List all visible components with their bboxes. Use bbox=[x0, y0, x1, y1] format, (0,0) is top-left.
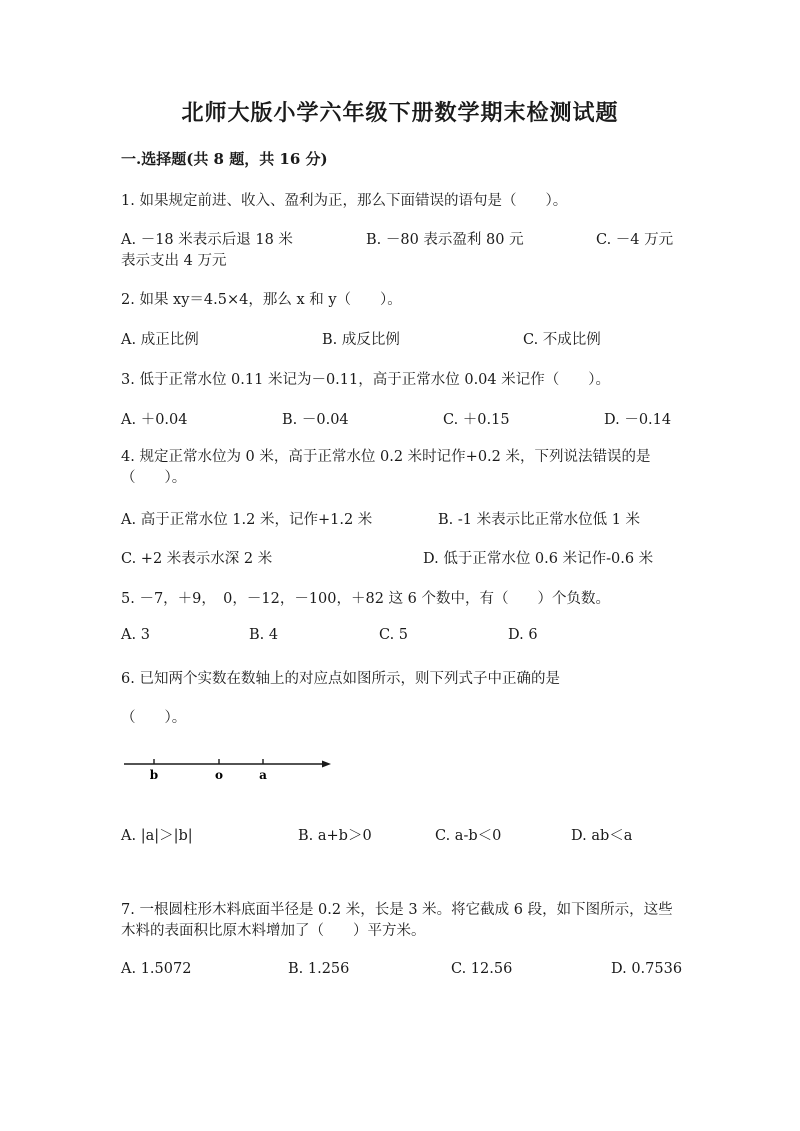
question-4-option-b: B. -1 米表示比正常水位低 1 米 bbox=[438, 512, 641, 528]
question-7-option-b: B. 1.256 bbox=[288, 961, 350, 977]
question-2-option-a: A. 成正比例 bbox=[121, 332, 199, 348]
question-2-option-c: C. 不成比例 bbox=[523, 332, 601, 348]
question-1-option-a: A. －18 米表示后退 18 米 bbox=[121, 232, 293, 248]
number-line-figure bbox=[121, 752, 336, 786]
question-1-option-b: B. －80 表示盈利 80 元 bbox=[366, 232, 524, 248]
question-1-option-c-continued: 表示支出 4 万元 bbox=[121, 253, 227, 269]
question-4-option-d: D. 低于正常水位 0.6 米记作-0.6 米 bbox=[423, 551, 654, 567]
question-3-option-b: B. －0.04 bbox=[282, 412, 349, 428]
question-4-option-a: A. 高于正常水位 1.2 米，记作+1.2 米 bbox=[121, 512, 373, 528]
question-4-stem: 4. 规定正常水位为 0 米，高于正常水位 0.2 米时记作+0.2 米，下列说法错误的是（ ）。 bbox=[121, 449, 651, 486]
label-o: o bbox=[214, 768, 224, 782]
question-5-stem: 5. －7，＋9， 0，－12，－100，＋82 这 6 个数中，有（ ）个负数。 bbox=[121, 591, 610, 607]
question-3-option-c: C. ＋0.15 bbox=[443, 412, 510, 428]
question-7-stem: 7. 一根圆柱形木料底面半径是 0.2 米，长是 3 米。将它截成 6 段，如下图所示，这些木料的表面积比原木料增加了（ ）平方米。 bbox=[121, 902, 673, 939]
question-7-option-c: C. 12.56 bbox=[451, 961, 513, 977]
question-5-option-c: C. 5 bbox=[379, 627, 409, 643]
page-title: 北师大版小学六年级下册数学期末检测试题 bbox=[181, 100, 619, 126]
question-7-option-a: A. 1.5072 bbox=[121, 961, 192, 977]
question-2-option-b: B. 成反比例 bbox=[322, 332, 400, 348]
question-6-option-c: C. a-b＜0 bbox=[435, 828, 502, 844]
question-6-stem: 6. 已知两个实数在数轴上的对应点如图所示，则下列式子中正确的是 bbox=[121, 671, 560, 687]
question-1-stem: 1. 如果规定前进、收入、盈利为正，那么下面错误的语句是（ ）。 bbox=[121, 193, 568, 209]
question-6-option-a: A. |a|＞|b| bbox=[121, 828, 193, 844]
question-2-stem: 2. 如果 xy＝4.5×4，那么 x 和 y（ ）。 bbox=[121, 292, 402, 308]
label-a: a bbox=[259, 768, 267, 782]
question-6-stem-continued: （ ）。 bbox=[121, 710, 187, 726]
question-4-option-c: C. +2 米表示水深 2 米 bbox=[121, 551, 273, 567]
question-3-option-d: D. －0.14 bbox=[604, 412, 672, 428]
number-line-arrow bbox=[322, 761, 331, 768]
question-7-option-d: D. 0.7536 bbox=[611, 961, 683, 977]
question-3-option-a: A. ＋0.04 bbox=[121, 412, 188, 428]
question-5-option-a: A. 3 bbox=[121, 627, 150, 643]
section-heading: 一.选择题(共 8 题，共 16 分) bbox=[121, 150, 328, 168]
question-6-option-d: D. ab＜a bbox=[571, 828, 633, 844]
question-3-stem: 3. 低于正常水位 0.11 米记为－0.11，高于正常水位 0.04 米记作（ ）。 bbox=[121, 372, 610, 388]
question-1-option-c: C. －4 万元 bbox=[596, 232, 674, 248]
question-5-option-b: B. 4 bbox=[249, 627, 279, 643]
label-b: b bbox=[149, 768, 159, 782]
question-5-option-d: D. 6 bbox=[508, 627, 538, 643]
question-6-option-b: B. a+b＞0 bbox=[298, 828, 372, 844]
